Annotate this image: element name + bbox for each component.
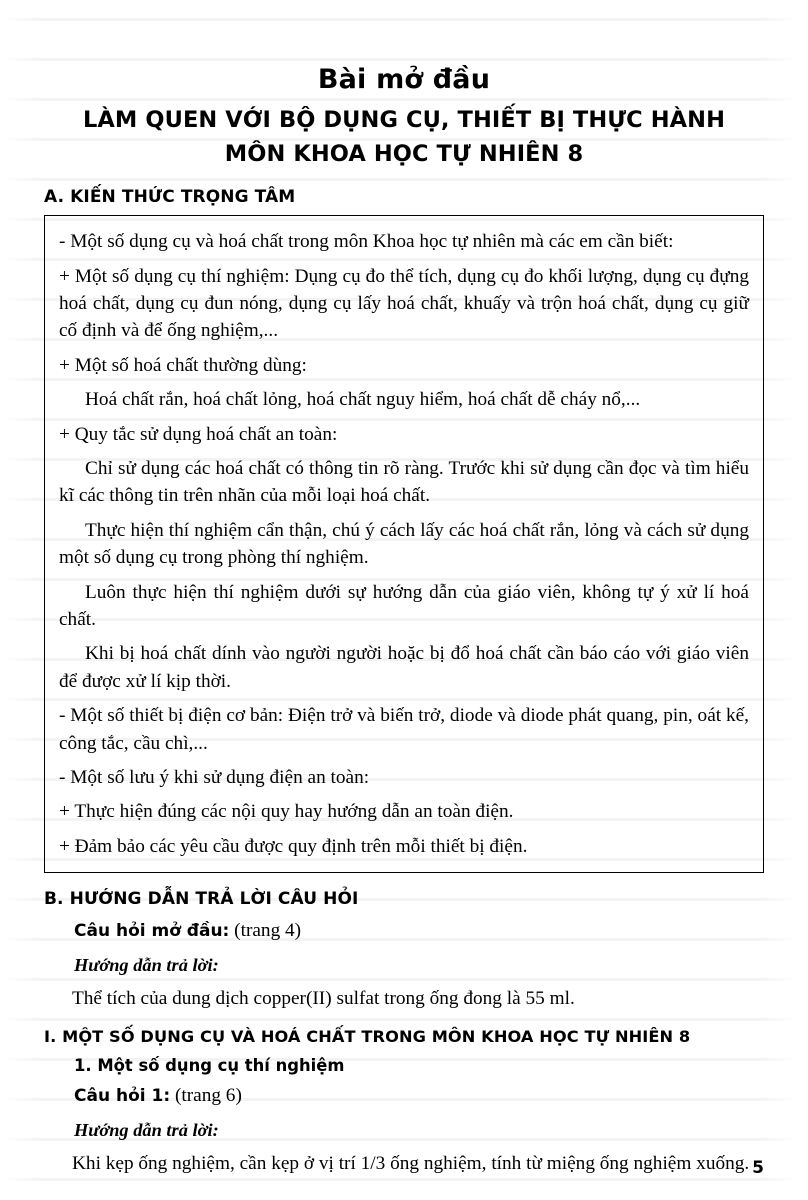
qa-block-question-1 [44,1082,764,1178]
answer-text: Thể tích của dung dịch copper(II) sulfat trong ống đong là 55 ml. [72,988,575,1010]
question-reference: (trang 4) [229,920,302,942]
knowledge-paragraph: + Quy tắc sử dụng hoá chất an toàn: [59,423,338,445]
question-reference: (trang 6) [170,1085,242,1106]
page-number: 5 [752,1158,764,1178]
section-heading-a: A. KIẾN THỨC TRỌNG TÂM [44,187,296,208]
guide-label-line: Hướng dẫn trả lời: [74,1119,219,1140]
qa-block-opening [44,917,764,1013]
knowledge-paragraph: Luôn thực hiện thí nghiệm dưới sự hướng dẫn của giáo viên, không tự ý xử lí hoá chất. [59,581,749,630]
page-subtitle-line-1: LÀM QUEN VỚI BỘ DỤNG CỤ, THIẾT BỊ THỰC HÀNH [82,107,725,133]
question-line [44,917,764,945]
knowledge-paragraph: + Một số dụng cụ thí nghiệm: Dụng cụ đo thể tích, dụng cụ đo khối lượng, dụng cụ đựng hoá chất, dụng cụ đun nóng, dụng cụ lấy hoá chất, khuấy và trộn hoá chất, dụng cụ giữ cố định và để ống nghiệm,... [59,265,749,342]
guide-label-line: Hướng dẫn trả lời: [74,955,219,976]
knowledge-paragraph: - Một số thiết bị điện cơ bản: Điện trở và biến trở, diode và diode phát quang, pin, oát kế, công tắc, cầu chì,... [59,705,749,754]
knowledge-paragraph: + Một số hoá chất thường dùng: [59,354,307,376]
knowledge-paragraph: Khi bị hoá chất dính vào người người hoặc bị đổ hoá chất cần báo cáo với giáo viên để được xử lí kịp thời. [59,643,749,692]
knowledge-paragraph: Chỉ sử dụng các hoá chất có thông tin rõ ràng. Trước khi sử dụng cần đọc và tìm hiểu kĩ các thông tin trên nhãn của mỗi loại hoá chất. [59,458,749,507]
knowledge-box [44,215,764,873]
question-label: Câu hỏi 1: [74,1086,171,1106]
section-heading-roman-i: I. MỘT SỐ DỤNG CỤ VÀ HOÁ CHẤT TRONG MÔN KHOA HỌC TỰ NHIÊN 8 [44,1027,691,1046]
knowledge-paragraph: + Thực hiện đúng các nội quy hay hướng dẫn an toàn điện. [59,801,514,823]
section-heading-b: B. HƯỚNG DẪN TRẢ LỜI CÂU HỎI [44,889,359,910]
knowledge-paragraph: - Một số dụng cụ và hoá chất trong môn Khoa học tự nhiên mà các em cần biết: [59,231,674,253]
question-label: Câu hỏi mở đầu: [74,921,230,942]
knowledge-paragraph: Thực hiện thí nghiệm cẩn thận, chú ý cách lấy các hoá chất rắn, lỏng và cách sử dụng một số dụng cụ trong phòng thí nghiệm. [59,519,749,569]
question-line [44,1082,764,1110]
page-subtitle-line-2: MÔN KHOA HỌC TỰ NHIÊN 8 [224,141,584,168]
knowledge-paragraph: Hoá chất rắn, hoá chất lỏng, hoá chất nguy hiểm, hoá chất dễ cháy nổ,... [85,389,641,411]
subsection-heading-1: 1. Một số dụng cụ thí nghiệm [74,1056,345,1075]
answer-text: Khi kẹp ống nghiệm, cần kẹp ở vị trí 1/3 ống nghiệm, tính từ miệng ống nghiệm xuống. [72,1152,750,1174]
knowledge-paragraph: + Đảm bảo các yêu cầu được quy định trên mỗi thiết bị điện. [59,835,528,857]
page-title: Bài mở đầu [317,64,491,95]
knowledge-paragraph: - Một số lưu ý khi sử dụng điện an toàn: [59,766,370,788]
